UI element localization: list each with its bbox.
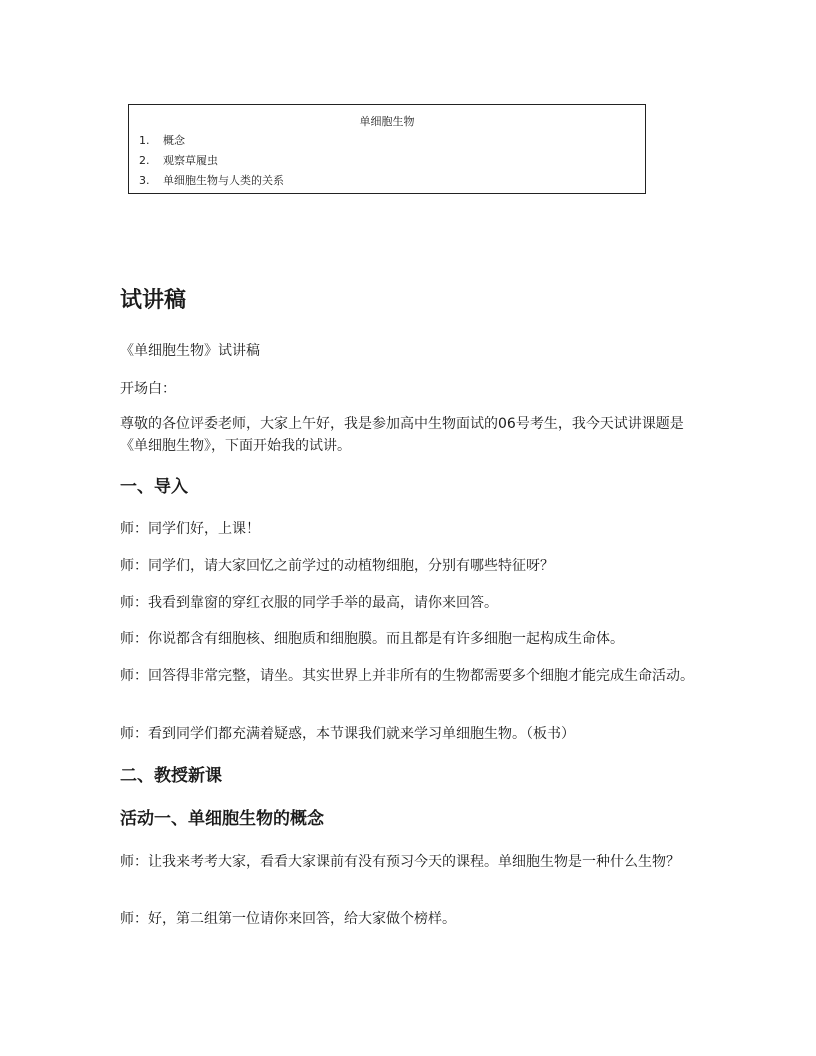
board-item-text: 概念	[163, 134, 185, 147]
dialogue-line: 师：让我来考考大家，看看大家课前有没有预习今天的课程。单细胞生物是一种什么生物？	[120, 854, 680, 870]
board-item-number: 1.	[139, 134, 150, 147]
dialogue-line: 师：好，第二组第一位请你来回答，给大家做个榜样。	[120, 911, 456, 927]
activity-heading: 活动一、单细胞生物的概念	[120, 809, 324, 829]
board-item-text: 观察草履虫	[163, 154, 218, 167]
opening-paragraph: 尊敬的各位评委老师，大家上午好，我是参加高中生物面试的06号考生，我今天试讲课题是《单细胞生物》，下面开始我的试讲。	[120, 416, 684, 454]
dialogue-line: 师：同学们好，上课！	[120, 521, 260, 537]
board-item-number: 3.	[139, 174, 150, 187]
dialogue-line: 师：我看到靠窗的穿红衣服的同学手举的最高，请你来回答。	[120, 595, 498, 611]
dialogue-line: 师：你说都含有细胞核、细胞质和细胞膜。而且都是有许多细胞一起构成生命体。	[120, 631, 624, 647]
board-item	[139, 133, 185, 149]
board-title: 单细胞生物	[359, 115, 415, 128]
lecture-subtitle: 《单细胞生物》试讲稿	[120, 343, 260, 359]
section-heading-intro: 一、导入	[120, 477, 188, 497]
dialogue-line: 师：看到同学们都充满着疑惑，本节课我们就来学习单细胞生物。（板书）	[120, 726, 575, 742]
page-title: 试讲稿	[120, 288, 187, 313]
board-item-text: 单细胞生物与人类的关系	[163, 174, 284, 187]
blackboard-outline	[128, 104, 646, 194]
board-item-number: 2.	[139, 154, 150, 167]
dialogue-line: 师：同学们，请大家回忆之前学过的动植物细胞，分别有哪些特征呀？	[120, 558, 554, 574]
board-item	[139, 153, 218, 169]
board-item	[139, 173, 284, 189]
section-heading-new-lesson: 二、教授新课	[120, 766, 222, 786]
opening-label: 开场白：	[120, 381, 176, 397]
dialogue-line: 师：回答得非常完整，请坐。其实世界上并非所有的生物都需要多个细胞才能完成生命活动。	[120, 668, 694, 684]
